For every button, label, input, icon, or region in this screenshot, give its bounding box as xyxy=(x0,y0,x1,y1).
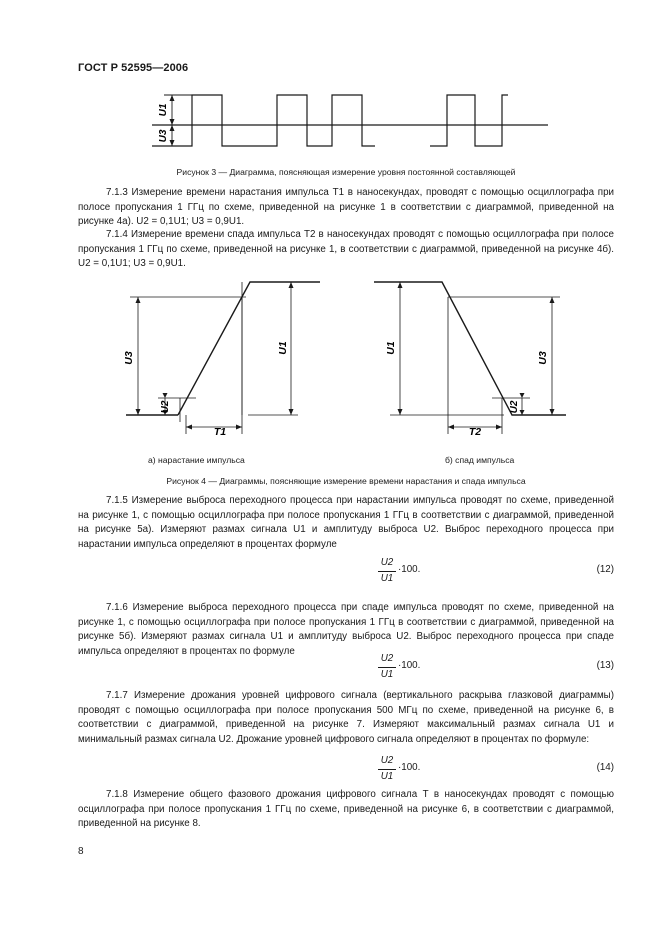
figure-4a-subcaption: а) нарастание импульса xyxy=(148,455,245,465)
page-number: 8 xyxy=(78,846,84,857)
figure-4b-subcaption: б) спад импульса xyxy=(445,455,515,465)
u3-label-right: U3 xyxy=(537,351,549,365)
formula-13-multiplier: ·100. xyxy=(398,660,421,671)
section-7-1-7: 7.1.7 Измерение дрожания уровней цифрового сигнала (вертикального раскрыва глазковой диаграммы) проводят с помощью осциллографа при полосе пропускания 500 МГц по схеме, приведенной на рисунке 6, в соответствии с диаграммой, приведенной на рисунке 7. Измеряют максимальный размах сигнала U1 и минимальный размах сигнала U2. Дрожание уровней цифрового сигнала определяют в процентах по формуле: xyxy=(78,690,614,745)
section-7-1-3: 7.1.3 Измерение времени нарастания импульса T1 в наносекундах, проводят с помощью осциллографа при полосе пропускания 1 ГГц по схеме, приведенной на рисунке 1 в соответствии с диаграммой, приведенной на рисунке 4а). U2 = 0,1U1; U3 = 0,9U1. xyxy=(78,187,614,228)
u3-label: U3 xyxy=(158,129,169,143)
section-7-1-8: 7.1.8 Измерение общего фазового дрожания цифрового сигнала T в наносекундах проводят с помощью осциллографа при полосе пропускания 1 ГГц по схеме, приведенной на рисунке 6, в соответствии с диаграммой, приведенной на рисунке 8. xyxy=(78,789,614,830)
formula-13-denominator: U1 xyxy=(380,669,394,680)
formula-13-numerator: U2 xyxy=(378,652,396,668)
fall-edge xyxy=(374,282,566,415)
u2-label-left: U2 xyxy=(160,400,171,414)
u2-label-right: U2 xyxy=(509,400,520,414)
section-7-1-4: 7.1.4 Измерение времени спада импульса T2 в наносекундах проводят с помощью осциллографа при полосе пропускания 1 ГГц по схеме, приведенной на рисунке 1, в соответствии с диаграммой, приведенной на рисунке 4б). U2 = 0,1U1; U3 = 0,9U1. xyxy=(78,229,614,270)
formula-14-denominator: U1 xyxy=(380,771,394,782)
rise-edge xyxy=(178,282,320,415)
section-7-1-5: 7.1.5 Измерение выброса переходного процесса при нарастании импульса проводят по схеме, приведенной на рисунке 1, с помощью осциллографа при полосе пропускания 1 ГГц в соответствии с диаграммой, приведенной на рисунке 5а). Измеряют размах сигнала U1 и амплитуду выброса U2. Выброс переходного процесса при нарастании импульса определяют в процентах формуле xyxy=(78,495,614,550)
formula-12-numerator: U2 xyxy=(378,556,396,572)
figure-4-caption: Рисунок 4 — Диаграммы, поясняющие измерение времени нарастания и спада импульса xyxy=(166,476,526,486)
figure-3-caption: Рисунок 3 — Диаграмма, поясняющая измерение уровня постоянной составляющей xyxy=(176,167,516,177)
standard-header: ГОСТ Р 52595—2006 xyxy=(78,62,189,74)
u1-label-left: U1 xyxy=(277,341,289,355)
formula-14-number: (14) xyxy=(596,762,614,773)
formula-12-multiplier: ·100. xyxy=(398,564,421,575)
t2-label: T2 xyxy=(468,426,482,438)
pulse-train xyxy=(152,95,375,146)
formula-12-denominator: U1 xyxy=(380,573,394,584)
u1-label: U1 xyxy=(158,103,169,117)
formula-13-number: (13) xyxy=(596,660,614,671)
figure-3-waveform xyxy=(140,84,560,164)
formula-14-multiplier: ·100. xyxy=(398,762,421,773)
t1-label: T1 xyxy=(213,426,227,438)
u3-label-left: U3 xyxy=(123,351,135,365)
figure-4a-rise-diagram xyxy=(118,272,328,447)
formula-13 xyxy=(78,652,614,686)
section-7-1-6: 7.1.6 Измерение выброса переходного процесса при спаде импульса проводят по схеме, приведенной на рисунке 1, с помощью осциллографа при полосе пропускания 1 ГГц в соответствии с диаграммой, приведенной на рисунке 5б). Измеряют размах сигнала U1 и амплитуду выброса U2. Выброс переходного процесса при спаде импульса определяют в процентах по формуле xyxy=(78,602,614,657)
u1-label-right: U1 xyxy=(385,341,397,355)
figure-4b-fall-diagram xyxy=(370,272,580,447)
formula-12 xyxy=(78,556,614,590)
formula-12-number: (12) xyxy=(596,564,614,575)
formula-14 xyxy=(78,754,614,788)
formula-14-numerator: U2 xyxy=(378,754,396,770)
